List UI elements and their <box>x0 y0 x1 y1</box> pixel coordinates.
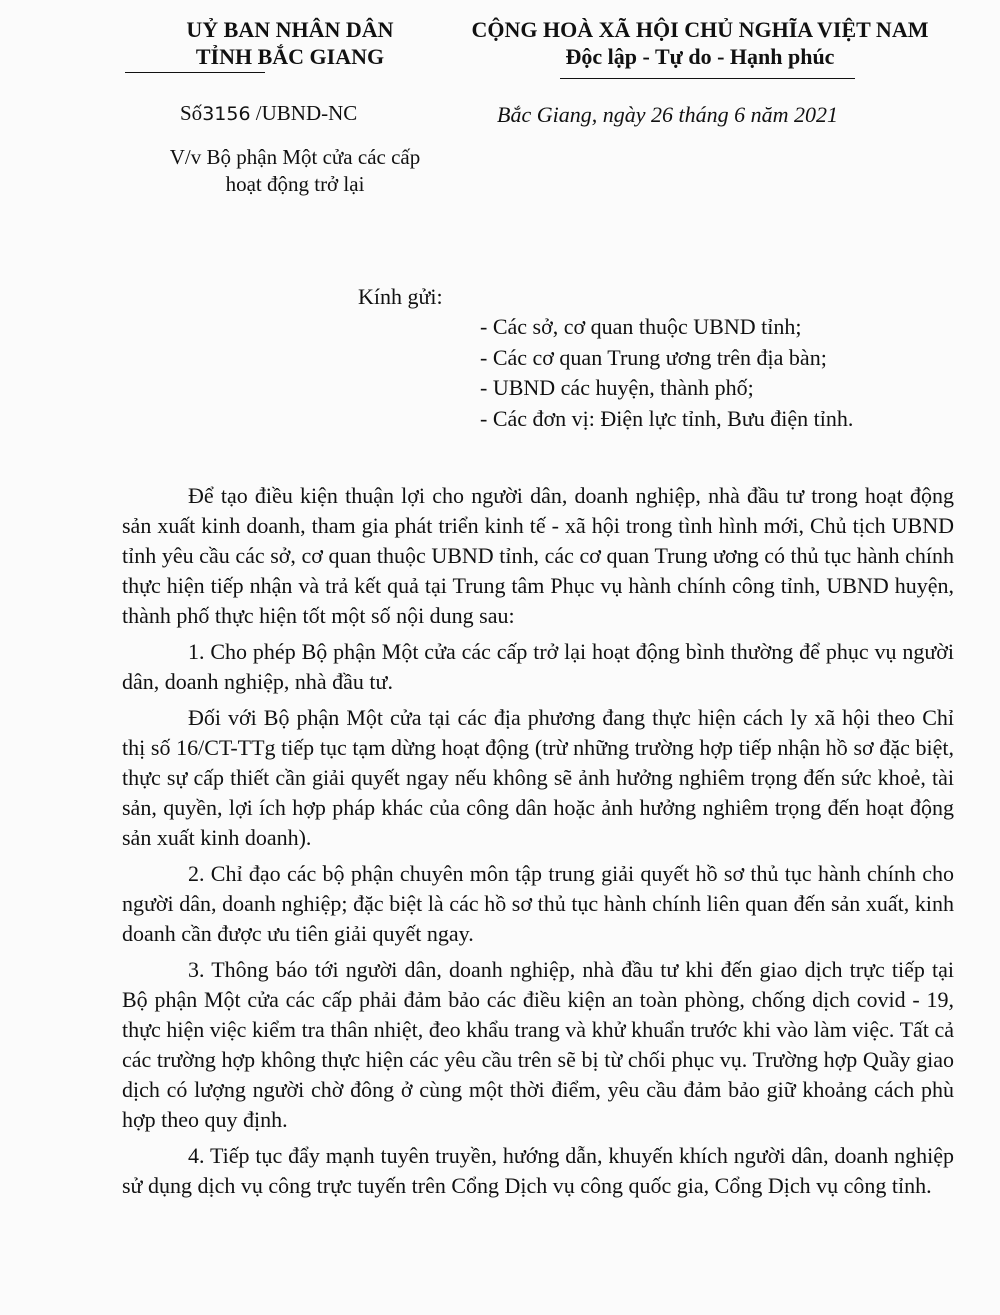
document-body <box>122 481 954 1207</box>
authority-line-2: TỈNH BẮC GIANG <box>195 44 385 69</box>
document-number <box>180 101 357 126</box>
item-4-paragraph: 4. Tiếp tục đẩy mạnh tuyên truyền, hướng dẫn, khuyến khích người dân, doanh nghiệp sử dụng dịch vụ công trực tuyến trên Cổng Dịch vụ công quốc gia, Cổng Dịch vụ công tỉnh. <box>122 1143 954 1198</box>
doc-number-suffix: /UBND-NC <box>255 101 358 125</box>
document-subject <box>120 144 470 198</box>
item-1-paragraph: 1. Cho phép Bộ phận Một cửa các cấp trở lại hoạt động bình thường để phục vụ người dân, doanh nghiệp, nhà đầu tư. <box>122 639 954 694</box>
recipient-item: - Các cơ quan Trung ương trên địa bàn; <box>480 344 827 370</box>
authority-underline <box>125 72 265 73</box>
subject-line-2: hoạt động trở lại <box>225 172 365 196</box>
doc-number-prefix: Số <box>180 101 203 125</box>
recipients-label: Kính gửi: <box>358 284 443 309</box>
recipients-list <box>480 312 853 434</box>
authority-line-1: UỶ BAN NHÂN DÂN <box>186 17 394 42</box>
intro-paragraph: Để tạo điều kiện thuận lợi cho người dân, doanh nghiệp, nhà đầu tư trong hoạt động sản xuất kinh doanh, tham gia phát triển kinh tế - xã hội trong tình hình mới, Chủ tịch UBND tỉnh yêu cầu các sở, cơ quan thuộc UBND tỉnh, các cơ quan Trung ương có thủ tục hành chính thực hiện tiếp nhận và trả kết quả tại Trung tâm Phục vụ hành chính công tỉnh, UBND huyện, thành phố thực hiện tốt một số nội dung sau: <box>122 483 954 628</box>
motto-underline <box>560 78 855 79</box>
item-2-paragraph: 2. Chỉ đạo các bộ phận chuyên môn tập trung giải quyết hồ sơ thủ tục hành chính cho người dân, doanh nghiệp; đặc biệt là các hồ sơ thủ tục hành chính liên quan đến sản xuất, kinh doanh cần được ưu tiên giải quyết ngay. <box>122 861 954 946</box>
issuing-authority <box>120 16 460 70</box>
national-motto <box>430 16 970 70</box>
recipient-item: - UBND các huyện, thành phố; <box>480 375 754 400</box>
recipient-item: - Các sở, cơ quan thuộc UBND tỉnh; <box>480 314 802 339</box>
item-3-paragraph: 3. Thông báo tới người dân, doanh nghiệp, nhà đầu tư khi đến giao dịch trực tiếp tại Bộ phận Một cửa các cấp phải đảm bảo các điều kiện an toàn phòng, chống dịch covid - 19, thực hiện việc kiểm tra thân nhiệt, đeo khẩu trang và khử khuẩn trước khi vào làm việc. Tất cả các trường hợp không thực hiện các yêu cầu trên sẽ bị từ chối phục vụ. Trường hợp Quầy giao dịch có lượng người chờ đông ở cùng một thời điểm, yêu cầu đảm bảo giữ khoảng cách phù hợp theo quy định. <box>122 957 954 1132</box>
recipient-item: - Các đơn vị: Điện lực tỉnh, Bưu điện tỉnh. <box>480 405 854 431</box>
document-date: Bắc Giang, ngày 26 tháng 6 năm 2021 <box>497 102 838 127</box>
motto: Độc lập - Tự do - Hạnh phúc <box>565 44 835 69</box>
doc-number-value: 3156 <box>202 103 251 125</box>
item-1-exception-paragraph: Đối với Bộ phận Một cửa tại các địa phương đang thực hiện cách ly xã hội theo Chỉ thị số 16/CT-TTg tiếp tục tạm dừng hoạt động (trừ những trường hợp tiếp nhận hồ sơ đặc biệt, thực sự cấp thiết cần giải quyết ngay nếu không sẽ ảnh hưởng nghiêm trọng đến sức khoẻ, tài sản, quyền, lợi ích hợp pháp khác của công dân hoặc ảnh hưởng nghiêm trọng đến hoạt động sản xuất kinh doanh). <box>122 705 954 850</box>
nation-title: CỘNG HOÀ XÃ HỘI CHỦ NGHĨA VIỆT NAM <box>471 17 929 42</box>
subject-line-1: V/v Bộ phận Một cửa các cấp <box>169 145 421 169</box>
